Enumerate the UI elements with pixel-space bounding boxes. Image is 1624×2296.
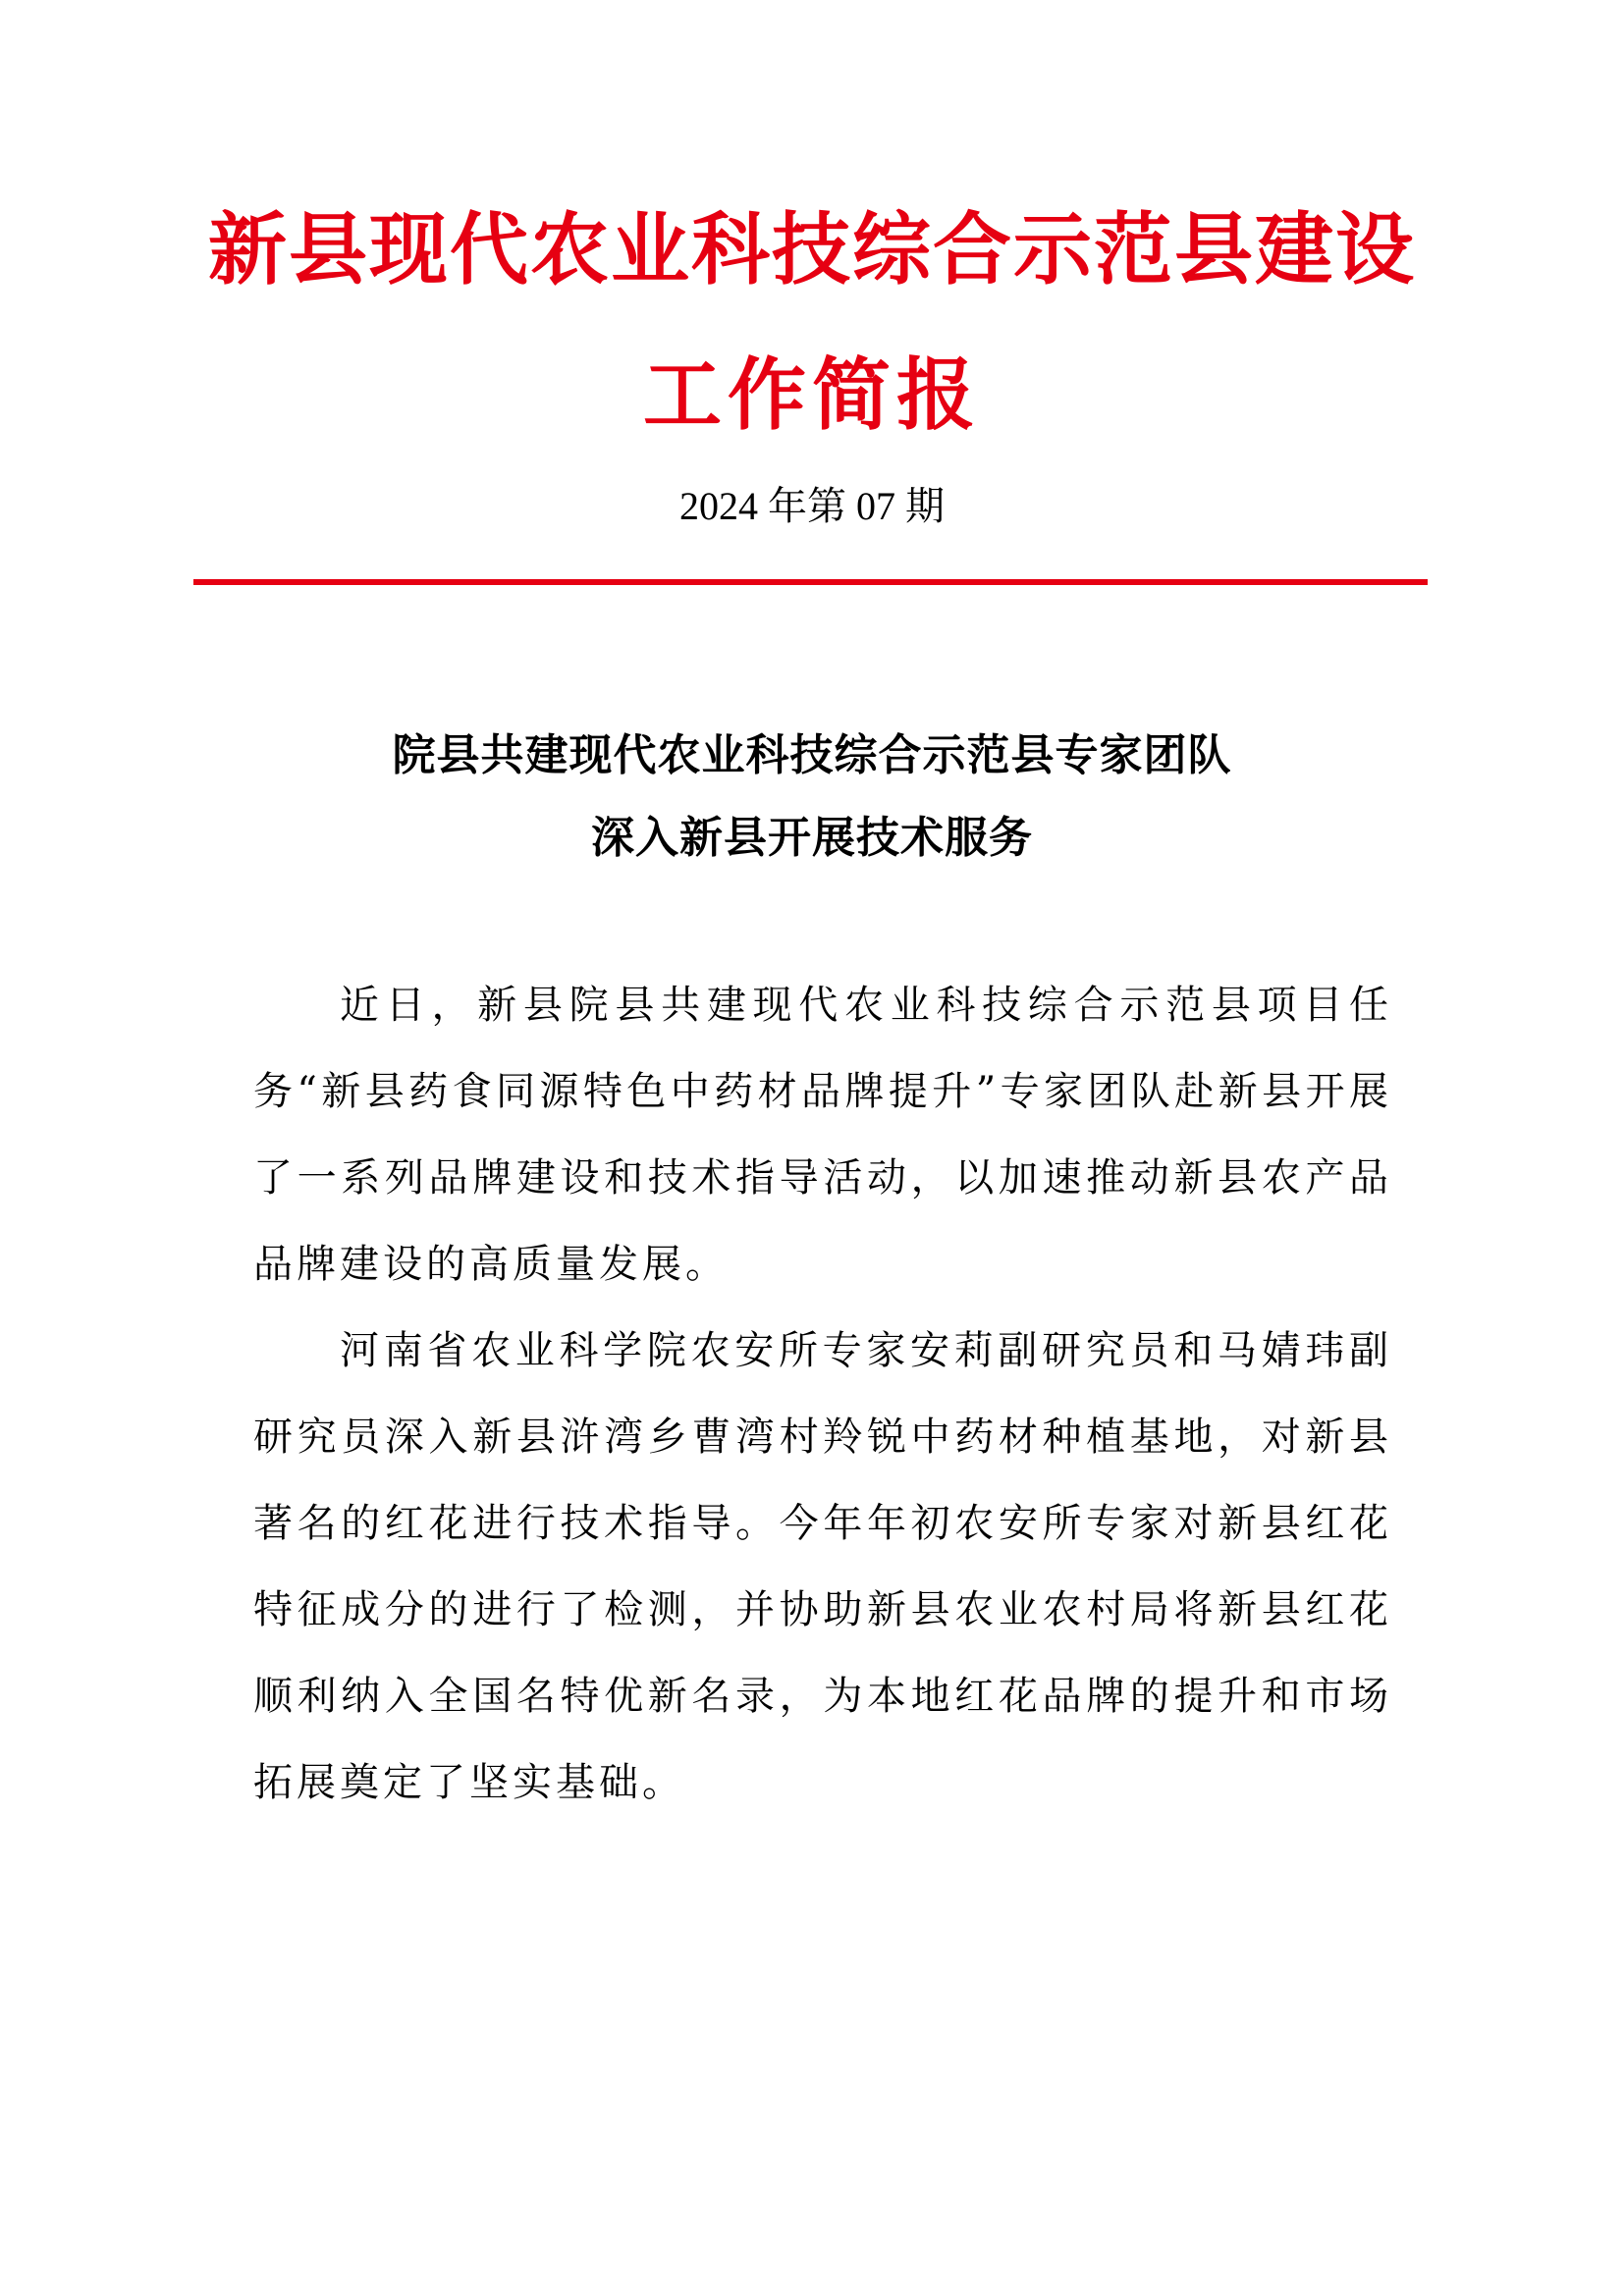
masthead-title-line1: 新县现代农业科技综合示范县建设 [208, 203, 1416, 295]
issue-number: 2024 年第 07 期 [679, 484, 945, 528]
masthead-title-line2: 工作简报 [643, 348, 981, 441]
masthead-divider [193, 579, 1428, 585]
article-paragraph-2: 河南省农业科学院农安所专家安莉副研究员和马婧玮副研究员深入新县浒湾乡曹湾村羚锐中药材种植基地，对新县著名的红花进行技术指导。今年年初农安所专家对新县红花特征成分的进行了检测，并协助新县农业农村局将新县红花顺利纳入全国名特优新名录，为本地红花品牌的提升和市场拓展奠定了坚实基础。 [253, 1328, 1392, 1805]
article-title-line2: 深入新县开展技术服务 [591, 813, 1033, 863]
article-paragraph-1: 近日，新县院县共建现代农业科技综合示范县项目任务“新县药食同源特色中药材品牌提升”专家团队赴新县开展了一系列品牌建设和技术指导活动，以加速推动新县农产品品牌建设的高质量发展。 [253, 983, 1392, 1287]
article-title-line1: 院县共建现代农业科技综合示范县专家团队 [392, 730, 1232, 780]
article-body [253, 962, 1392, 1826]
